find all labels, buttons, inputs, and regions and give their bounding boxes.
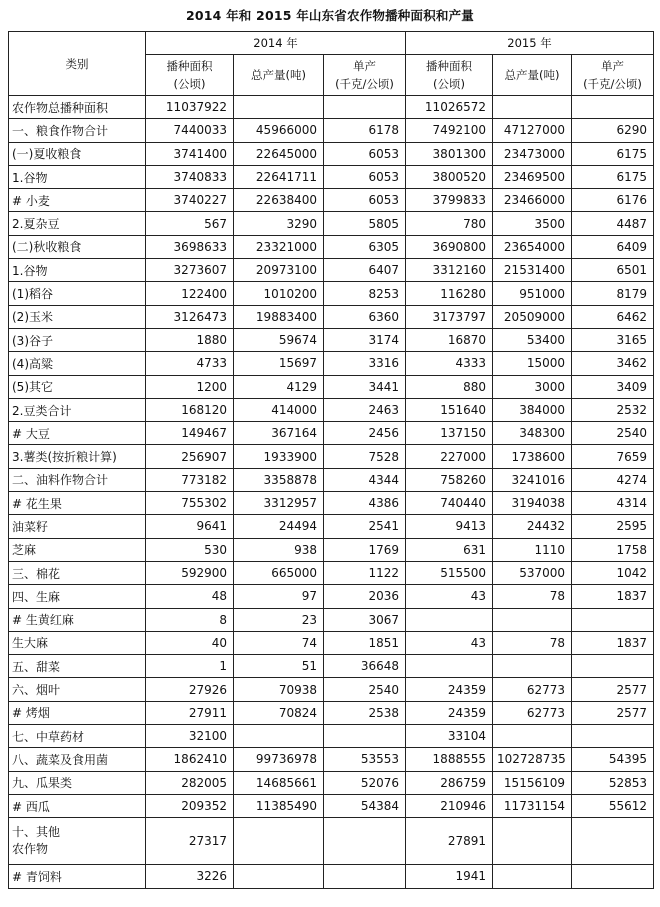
row-value: 2540 — [324, 678, 406, 701]
row-value: 24494 — [234, 515, 324, 538]
row-value — [572, 655, 654, 678]
table-row — [9, 748, 654, 771]
row-value: 151640 — [406, 398, 493, 421]
row-value — [493, 725, 572, 748]
row-value: 3241016 — [493, 468, 572, 491]
row-value: 52853 — [572, 771, 654, 794]
row-value: 54384 — [324, 794, 406, 817]
metric-header-line1: 总产量(吨) — [251, 68, 306, 82]
row-value: 6053 — [324, 165, 406, 188]
row-value: 8253 — [324, 282, 406, 305]
row-value: 384000 — [493, 398, 572, 421]
row-value: 780 — [406, 212, 493, 235]
row-value: 55612 — [572, 794, 654, 817]
row-value: 3067 — [324, 608, 406, 631]
row-value: 880 — [406, 375, 493, 398]
row-value: 122400 — [146, 282, 234, 305]
row-value: 6462 — [572, 305, 654, 328]
row-value: 3500 — [493, 212, 572, 235]
row-label: 三、棉花 — [9, 561, 146, 584]
row-value: 8179 — [572, 282, 654, 305]
row-label: (2)玉米 — [9, 305, 146, 328]
row-value: 53400 — [493, 328, 572, 351]
row-value: 6176 — [572, 189, 654, 212]
row-value: 567 — [146, 212, 234, 235]
row-value: 8 — [146, 608, 234, 631]
row-label: 农作物总播种面积 — [9, 96, 146, 119]
row-label: 九、瓜果类 — [9, 771, 146, 794]
row-value: 23321000 — [234, 235, 324, 258]
table-row — [9, 119, 654, 142]
row-value: 78 — [493, 585, 572, 608]
row-value: 3441 — [324, 375, 406, 398]
row-value: 1941 — [406, 865, 493, 888]
row-value: 938 — [234, 538, 324, 561]
row-value: 209352 — [146, 794, 234, 817]
row-value: 6175 — [572, 142, 654, 165]
metric-header — [324, 55, 406, 96]
table-row — [9, 655, 654, 678]
row-value: 3799833 — [406, 189, 493, 212]
row-value: 4487 — [572, 212, 654, 235]
row-value: 755302 — [146, 492, 234, 515]
row-label: 八、蔬菜及食用菌 — [9, 748, 146, 771]
table-title: 2014 年和 2015 年山东省农作物播种面积和产量 — [185, 8, 475, 23]
row-value: 3226 — [146, 865, 234, 888]
row-value: 1758 — [572, 538, 654, 561]
row-value: 1837 — [572, 585, 654, 608]
row-value: 9641 — [146, 515, 234, 538]
row-value: 6053 — [324, 142, 406, 165]
row-value: 3358878 — [234, 468, 324, 491]
row-value: 11385490 — [234, 794, 324, 817]
row-label: (3)谷子 — [9, 328, 146, 351]
row-value: 1933900 — [234, 445, 324, 468]
row-value: 62773 — [493, 701, 572, 724]
row-value: 1738600 — [493, 445, 572, 468]
row-value: 27911 — [146, 701, 234, 724]
row-label: # 西瓜 — [9, 794, 146, 817]
row-value: 47127000 — [493, 119, 572, 142]
row-value: 4314 — [572, 492, 654, 515]
row-value: 15156109 — [493, 771, 572, 794]
row-value: 1042 — [572, 561, 654, 584]
row-value: 99736978 — [234, 748, 324, 771]
metric-header-line2: (千克/公顷) — [335, 77, 394, 91]
row-value: 592900 — [146, 561, 234, 584]
row-value — [406, 655, 493, 678]
table-row — [9, 631, 654, 654]
row-value: 4733 — [146, 352, 234, 375]
row-label: 油菜籽 — [9, 515, 146, 538]
row-value: 3312160 — [406, 259, 493, 282]
row-value: 23654000 — [493, 235, 572, 258]
row-value: 20509000 — [493, 305, 572, 328]
row-value — [493, 655, 572, 678]
row-value: 27891 — [406, 818, 493, 865]
table-row — [9, 725, 654, 748]
row-value — [234, 818, 324, 865]
row-value: 7659 — [572, 445, 654, 468]
row-value: 48 — [146, 585, 234, 608]
row-value — [324, 725, 406, 748]
table-row — [9, 865, 654, 888]
row-value — [493, 608, 572, 631]
row-value: 6501 — [572, 259, 654, 282]
row-value: 2463 — [324, 398, 406, 421]
row-value: 23466000 — [493, 189, 572, 212]
row-value: 21531400 — [493, 259, 572, 282]
row-value: 6409 — [572, 235, 654, 258]
row-value: 4274 — [572, 468, 654, 491]
table-row — [9, 678, 654, 701]
row-value: 367164 — [234, 422, 324, 445]
row-value: 24432 — [493, 515, 572, 538]
metric-header-line2: (千克/公顷) — [583, 77, 642, 91]
table-row — [9, 468, 654, 491]
row-value: 537000 — [493, 561, 572, 584]
row-value: 27317 — [146, 818, 234, 865]
row-label: (一)夏收粮食 — [9, 142, 146, 165]
row-label: 1.谷物 — [9, 259, 146, 282]
table-row — [9, 585, 654, 608]
row-label: 五、甜菜 — [9, 655, 146, 678]
row-value: 286759 — [406, 771, 493, 794]
row-value: 7528 — [324, 445, 406, 468]
row-value: 24359 — [406, 701, 493, 724]
table-row — [9, 282, 654, 305]
row-label — [9, 818, 146, 865]
row-value: 70824 — [234, 701, 324, 724]
row-value: 23469500 — [493, 165, 572, 188]
table-row — [9, 445, 654, 468]
row-value: 758260 — [406, 468, 493, 491]
row-value: 1 — [146, 655, 234, 678]
row-value: 59674 — [234, 328, 324, 351]
row-value: 78 — [493, 631, 572, 654]
row-value: 97 — [234, 585, 324, 608]
row-value: 3316 — [324, 352, 406, 375]
row-value: 27926 — [146, 678, 234, 701]
row-value — [234, 725, 324, 748]
row-value: 1769 — [324, 538, 406, 561]
row-value: 6305 — [324, 235, 406, 258]
row-value: 2541 — [324, 515, 406, 538]
row-value: 773182 — [146, 468, 234, 491]
row-value: 45966000 — [234, 119, 324, 142]
table-row — [9, 492, 654, 515]
row-label: # 青饲料 — [9, 865, 146, 888]
row-value: 11731154 — [493, 794, 572, 817]
row-value: 43 — [406, 631, 493, 654]
row-value: 7440033 — [146, 119, 234, 142]
metric-header-line1: 播种面积 — [426, 59, 472, 73]
metric-header — [406, 55, 493, 96]
row-value: 14685661 — [234, 771, 324, 794]
row-label: (4)高粱 — [9, 352, 146, 375]
row-value: 3690800 — [406, 235, 493, 258]
row-value: 3312957 — [234, 492, 324, 515]
row-value: 740440 — [406, 492, 493, 515]
table-row — [9, 259, 654, 282]
table-row — [9, 305, 654, 328]
row-value: 23473000 — [493, 142, 572, 165]
row-value: 4333 — [406, 352, 493, 375]
row-value — [572, 96, 654, 119]
row-value: 3273607 — [146, 259, 234, 282]
metric-header — [234, 55, 324, 96]
table-row — [9, 352, 654, 375]
row-value: 19883400 — [234, 305, 324, 328]
row-value: 530 — [146, 538, 234, 561]
row-value: 3800520 — [406, 165, 493, 188]
row-label: # 烤烟 — [9, 701, 146, 724]
metric-header — [146, 55, 234, 96]
row-value: 52076 — [324, 771, 406, 794]
year-header-2015: 2015 年 — [406, 32, 654, 55]
row-value: 665000 — [234, 561, 324, 584]
row-label: # 花生果 — [9, 492, 146, 515]
row-value — [572, 725, 654, 748]
row-value: 2540 — [572, 422, 654, 445]
row-value: 36648 — [324, 655, 406, 678]
row-value: 2532 — [572, 398, 654, 421]
row-value: 227000 — [406, 445, 493, 468]
row-value: 3290 — [234, 212, 324, 235]
row-value: 22645000 — [234, 142, 324, 165]
row-value: 137150 — [406, 422, 493, 445]
metric-header-line2: (公顷) — [173, 77, 206, 91]
year-header-2014: 2014 年 — [146, 32, 406, 55]
row-value — [324, 865, 406, 888]
row-value: 1862410 — [146, 748, 234, 771]
category-header: 类别 — [9, 32, 146, 96]
table-row — [9, 375, 654, 398]
row-value: 4129 — [234, 375, 324, 398]
row-value: 6360 — [324, 305, 406, 328]
metric-header-line2: (公顷) — [433, 77, 465, 91]
table-row — [9, 142, 654, 165]
row-value: 348300 — [493, 422, 572, 445]
row-value: 9413 — [406, 515, 493, 538]
metric-header-line1: 单产 — [353, 59, 376, 73]
row-value: 116280 — [406, 282, 493, 305]
table-row — [9, 818, 654, 865]
row-value: 70938 — [234, 678, 324, 701]
row-value — [493, 865, 572, 888]
row-label: # 大豆 — [9, 422, 146, 445]
row-value: 22641711 — [234, 165, 324, 188]
row-value: 53553 — [324, 748, 406, 771]
metric-header-line1: 单产 — [601, 59, 624, 73]
row-value: 20973100 — [234, 259, 324, 282]
row-label: 生大麻 — [9, 631, 146, 654]
metric-header — [572, 55, 654, 96]
row-label-line: 农作物 — [12, 842, 49, 857]
row-label: 2.夏杂豆 — [9, 212, 146, 235]
row-value: 74 — [234, 631, 324, 654]
row-value: 40 — [146, 631, 234, 654]
row-value: 32100 — [146, 725, 234, 748]
metric-header — [493, 55, 572, 96]
row-value: 1122 — [324, 561, 406, 584]
row-value — [324, 818, 406, 865]
row-value: 3409 — [572, 375, 654, 398]
table-row — [9, 398, 654, 421]
row-value: 11037922 — [146, 96, 234, 119]
row-value: 3174 — [324, 328, 406, 351]
row-value: 1010200 — [234, 282, 324, 305]
row-value: 168120 — [146, 398, 234, 421]
table-row — [9, 96, 654, 119]
row-value: 256907 — [146, 445, 234, 468]
row-value: 3194038 — [493, 492, 572, 515]
row-value: 515500 — [406, 561, 493, 584]
row-value — [572, 818, 654, 865]
row-value: 1837 — [572, 631, 654, 654]
row-label: 1.谷物 — [9, 165, 146, 188]
row-value: 1888555 — [406, 748, 493, 771]
row-value: 4386 — [324, 492, 406, 515]
row-value: 51 — [234, 655, 324, 678]
row-value: 951000 — [493, 282, 572, 305]
crop-table — [8, 31, 654, 889]
table-row — [9, 538, 654, 561]
row-value: 210946 — [406, 794, 493, 817]
row-value: 2595 — [572, 515, 654, 538]
row-value: 15697 — [234, 352, 324, 375]
row-label: (5)其它 — [9, 375, 146, 398]
row-value: 3126473 — [146, 305, 234, 328]
table-row — [9, 561, 654, 584]
row-value: 23 — [234, 608, 324, 631]
metric-header-line1: 总产量(吨) — [504, 68, 560, 82]
row-value: 2577 — [572, 678, 654, 701]
row-value: 3741400 — [146, 142, 234, 165]
table-row — [9, 235, 654, 258]
row-value: 414000 — [234, 398, 324, 421]
row-value: 6407 — [324, 259, 406, 282]
table-row — [9, 771, 654, 794]
row-value — [572, 865, 654, 888]
row-value: 15000 — [493, 352, 572, 375]
row-value: 3801300 — [406, 142, 493, 165]
row-value: 1880 — [146, 328, 234, 351]
row-value: 6178 — [324, 119, 406, 142]
row-value — [406, 608, 493, 631]
row-value: 102728735 — [493, 748, 572, 771]
row-value — [493, 96, 572, 119]
row-value — [324, 96, 406, 119]
row-value: 2577 — [572, 701, 654, 724]
row-value: 4344 — [324, 468, 406, 491]
row-label: # 生黄红麻 — [9, 608, 146, 631]
row-value: 3000 — [493, 375, 572, 398]
row-value: 62773 — [493, 678, 572, 701]
row-value: 24359 — [406, 678, 493, 701]
row-value: 54395 — [572, 748, 654, 771]
table-row — [9, 165, 654, 188]
row-value: 2036 — [324, 585, 406, 608]
row-label: 四、生麻 — [9, 585, 146, 608]
metric-header-line1: 播种面积 — [166, 59, 213, 73]
row-value: 3173797 — [406, 305, 493, 328]
row-value: 3740833 — [146, 165, 234, 188]
row-label: 2.豆类合计 — [9, 398, 146, 421]
row-label-line: 十、其他 — [12, 825, 61, 840]
row-value: 149467 — [146, 422, 234, 445]
row-value: 1200 — [146, 375, 234, 398]
row-label: 一、粮食作物合计 — [9, 119, 146, 142]
table-row — [9, 328, 654, 351]
row-value: 631 — [406, 538, 493, 561]
row-value: 3462 — [572, 352, 654, 375]
row-value: 3698633 — [146, 235, 234, 258]
table-row — [9, 422, 654, 445]
row-label: 七、中草药材 — [9, 725, 146, 748]
row-value — [234, 865, 324, 888]
row-label: 六、烟叶 — [9, 678, 146, 701]
row-label: 二、油料作物合计 — [9, 468, 146, 491]
row-value: 33104 — [406, 725, 493, 748]
row-value: 6290 — [572, 119, 654, 142]
table-row — [9, 608, 654, 631]
row-value: 1851 — [324, 631, 406, 654]
row-label: # 小麦 — [9, 189, 146, 212]
table-row — [9, 212, 654, 235]
row-value — [493, 818, 572, 865]
row-label: 3.薯类(按折粮计算) — [9, 445, 146, 468]
row-value: 43 — [406, 585, 493, 608]
row-value — [572, 608, 654, 631]
row-value: 22638400 — [234, 189, 324, 212]
row-value — [234, 96, 324, 119]
row-value: 6175 — [572, 165, 654, 188]
table-row — [9, 189, 654, 212]
row-label: 芝麻 — [9, 538, 146, 561]
table-row — [9, 701, 654, 724]
row-value: 7492100 — [406, 119, 493, 142]
table-row — [9, 515, 654, 538]
row-label: (二)秋收粮食 — [9, 235, 146, 258]
row-value: 2456 — [324, 422, 406, 445]
row-value: 5805 — [324, 212, 406, 235]
row-value: 282005 — [146, 771, 234, 794]
row-value: 11026572 — [406, 96, 493, 119]
row-value: 6053 — [324, 189, 406, 212]
row-label: (1)稻谷 — [9, 282, 146, 305]
row-value: 16870 — [406, 328, 493, 351]
table-row — [9, 794, 654, 817]
row-value: 3165 — [572, 328, 654, 351]
row-value: 3740227 — [146, 189, 234, 212]
row-value: 2538 — [324, 701, 406, 724]
row-value: 1110 — [493, 538, 572, 561]
